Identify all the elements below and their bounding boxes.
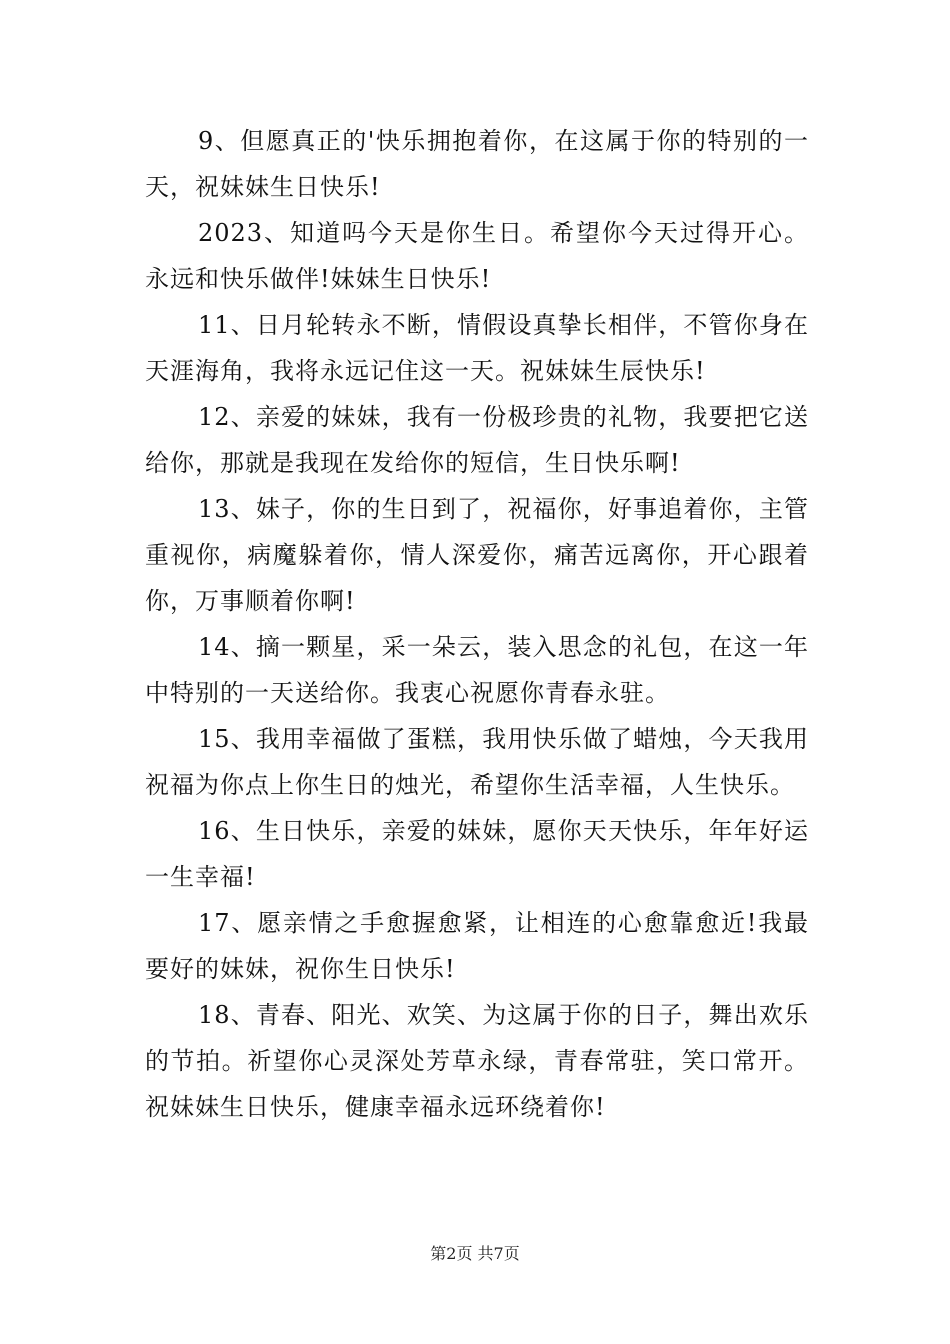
paragraph-17: 17、愿亲情之手愈握愈紧，让相连的心愈靠愈近!我最要好的妹妹，祝你生日快乐!	[145, 909, 809, 983]
page-number-footer: 第2页 共7页	[430, 1244, 520, 1263]
paragraph-18: 18、青春、阳光、欢笑、为这属于你的日子，舞出欢乐的节拍。祈望你心灵深处芳草永绿，青春常驻，笑口常开。祝妹妹生日快乐，健康幸福永远环绕着你!	[145, 1001, 809, 1121]
document-body	[145, 118, 809, 1130]
paragraph-14: 14、摘一颗星，采一朵云，装入思念的礼包，在这一年中特别的一天送给你。我衷心祝愿你青春永驻。	[145, 633, 809, 707]
paragraph-13: 13、妹子，你的生日到了，祝福你，好事追着你，主管重视你，病魔躲着你，情人深爱你，痛苦远离你，开心跟着你，万事顺着你啊!	[145, 495, 809, 615]
paragraph-11: 11、日月轮转永不断，情假设真挚长相伴，不管你身在天涯海角，我将永远记住这一天。祝妹妹生辰快乐!	[145, 311, 809, 385]
paragraph-12: 12、亲爱的妹妹，我有一份极珍贵的礼物，我要把它送给你，那就是我现在发给你的短信，生日快乐啊!	[145, 403, 809, 477]
paragraph-2023: 2023、知道吗今天是你生日。希望你今天过得开心。永远和快乐做伴!妹妹生日快乐!	[145, 219, 809, 293]
paragraph-15: 15、我用幸福做了蛋糕，我用快乐做了蜡烛，今天我用祝福为你点上你生日的烛光，希望你生活幸福，人生快乐。	[145, 725, 809, 799]
paragraph-9: 9、但愿真正的'快乐拥抱着你，在这属于你的特别的一天，祝妹妹生日快乐!	[145, 127, 809, 201]
paragraph-16: 16、生日快乐，亲爱的妹妹，愿你天天快乐，年年好运一生幸福!	[145, 817, 809, 891]
